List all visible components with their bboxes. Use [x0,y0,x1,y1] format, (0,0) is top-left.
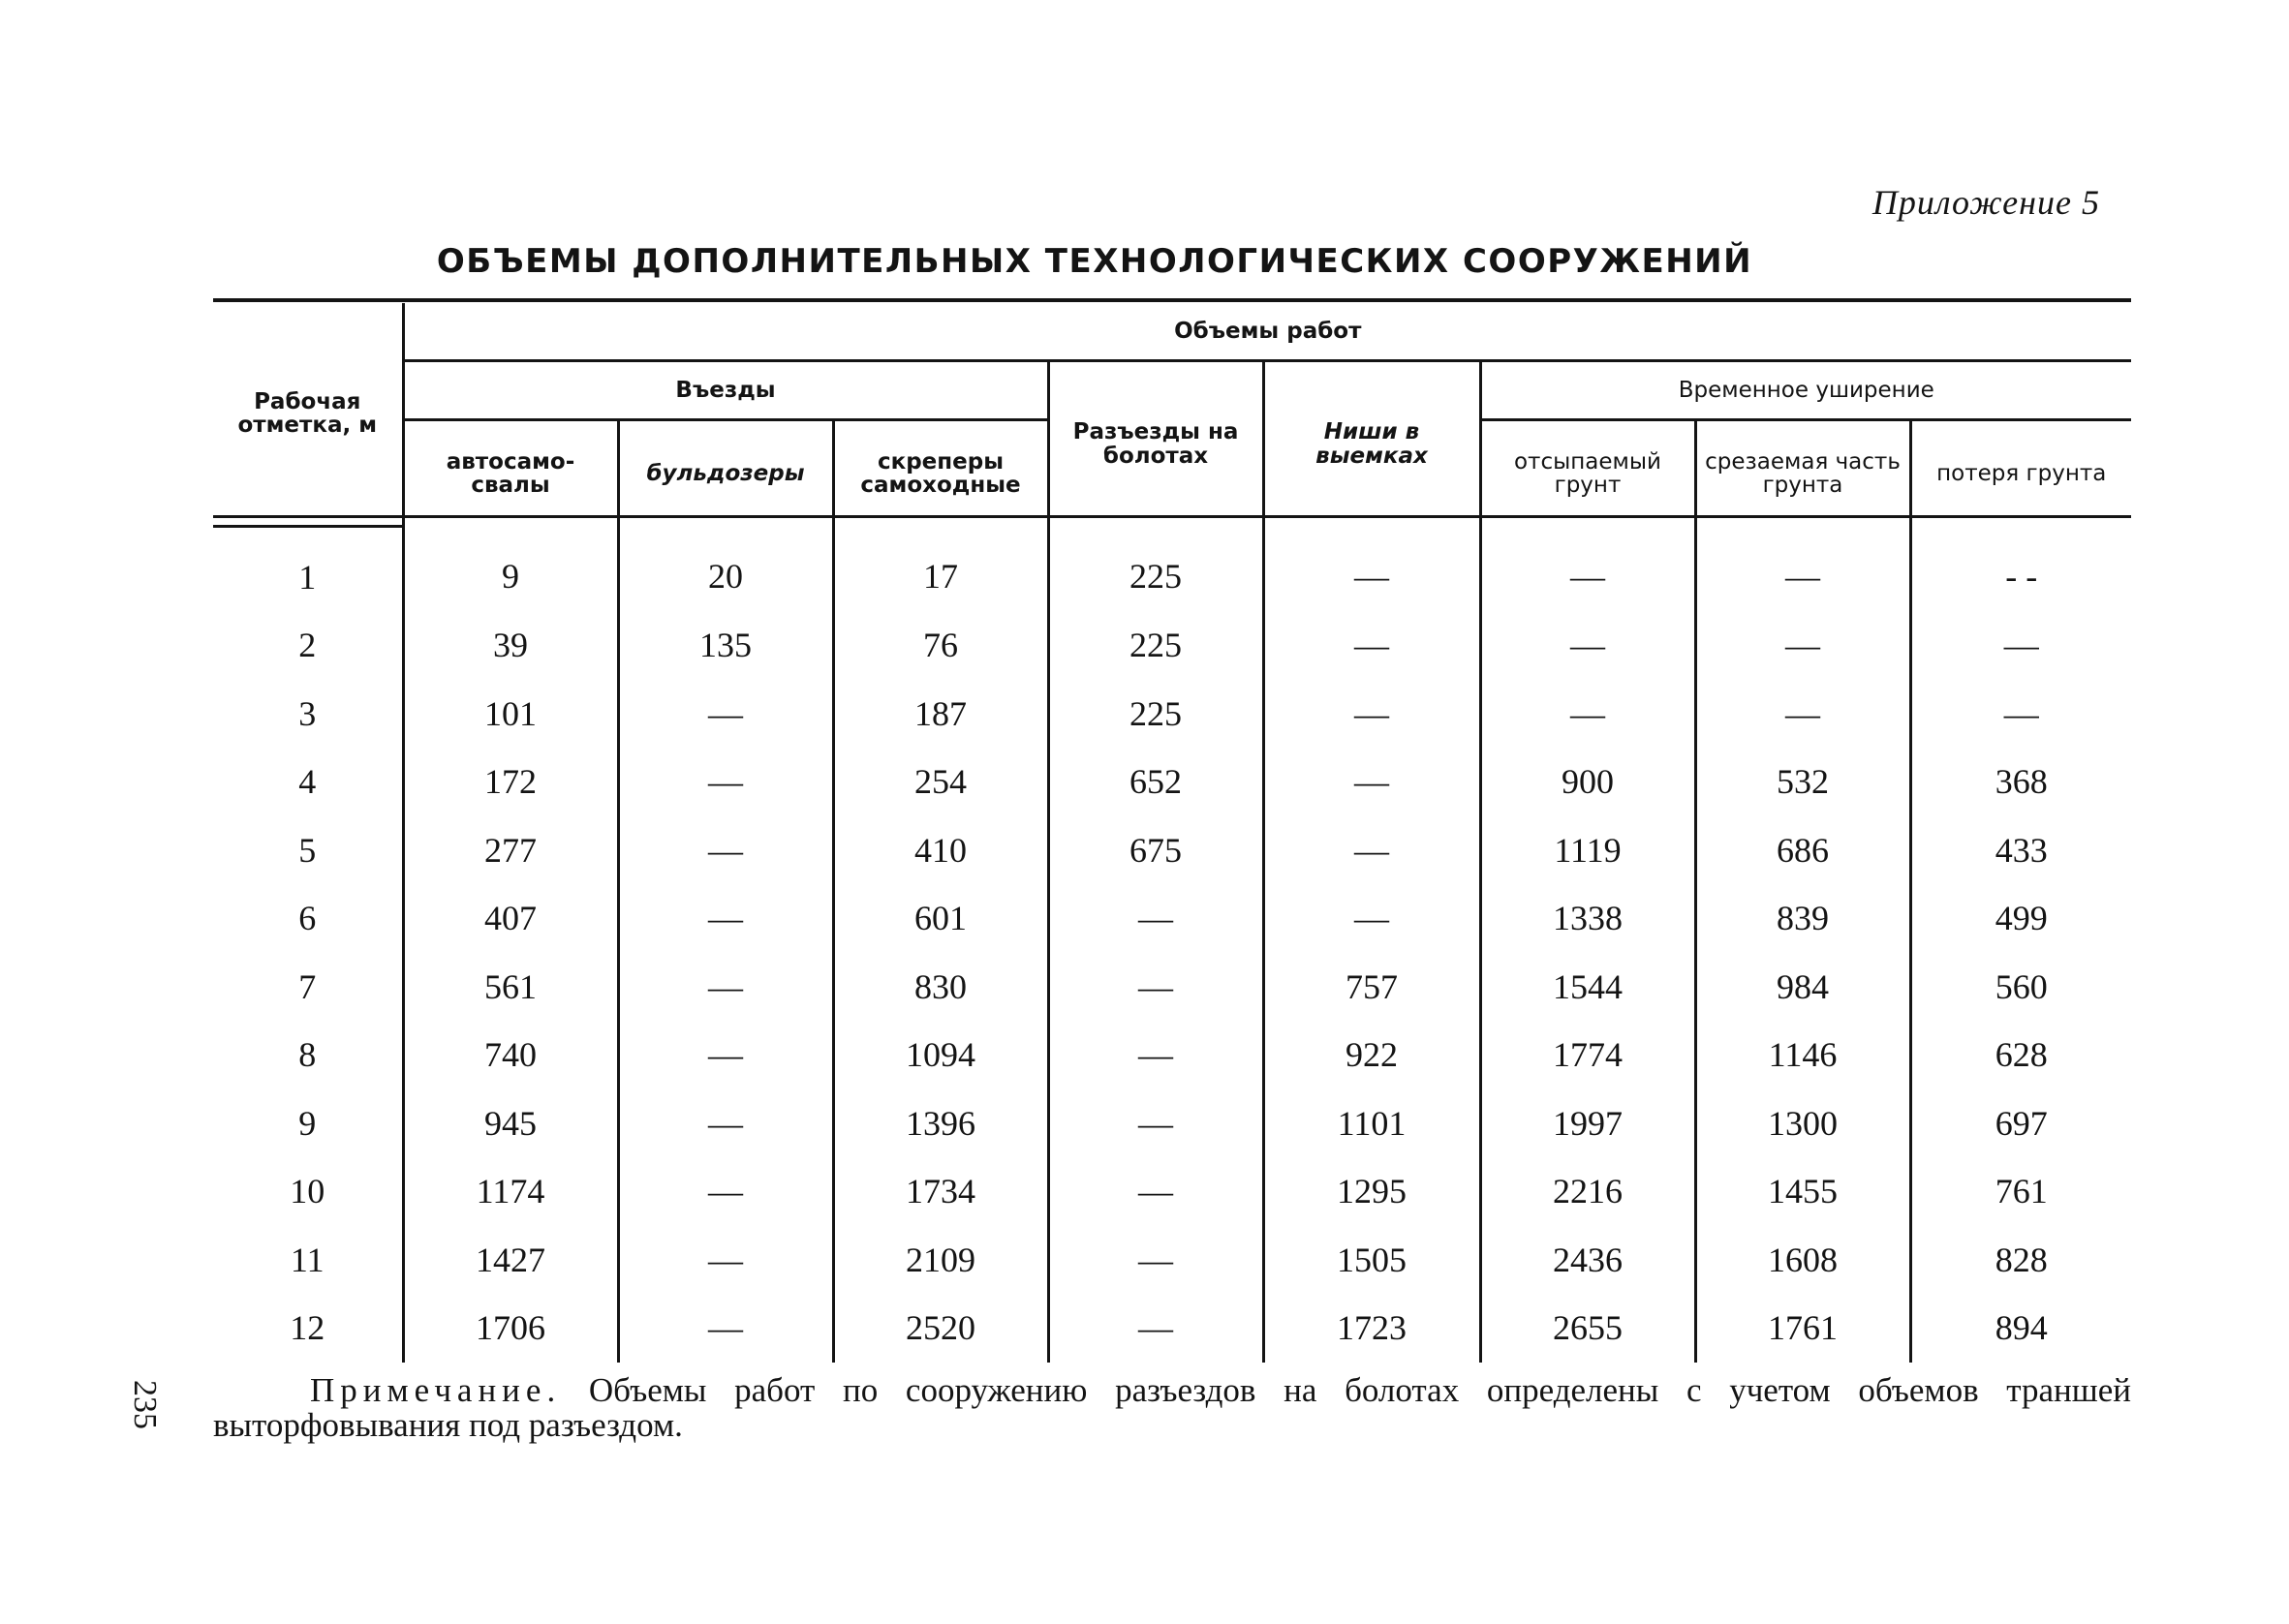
table-cell: 76 [833,611,1048,680]
table-cell: — [1048,1226,1263,1295]
table-cell: 1101 [1263,1089,1480,1158]
table-cell: 560 [1910,953,2131,1022]
table-row [213,816,2131,885]
table-cell: 757 [1263,953,1480,1022]
table-cell: — [1263,680,1480,749]
table-cell: 410 [833,816,1048,885]
table-cell: — [1048,1294,1263,1363]
header-bottom-rule [213,515,2131,518]
table-cell: 499 [1910,884,2131,953]
table-cell: 172 [403,748,618,816]
table-cell: 945 [403,1089,618,1158]
table-cell: 1455 [1695,1157,1910,1226]
table-cell: 601 [833,884,1048,953]
header-soil-loss: потеря грунта [1910,420,2131,527]
table-row [213,884,2131,953]
table-cell: 697 [1910,1089,2131,1158]
table-cell: — [618,1294,833,1363]
table-cell: — [1263,611,1480,680]
table-cell: 225 [1048,611,1263,680]
table-cell: 830 [833,953,1048,1022]
table-cell: 225 [1048,680,1263,749]
table-cell: 828 [1910,1226,2131,1295]
table-cell: — [1910,680,2131,749]
table-cell: 225 [1048,526,1263,611]
table-cell: — [618,680,833,749]
table-cell: 2655 [1480,1294,1695,1363]
table-cell: 2216 [1480,1157,1695,1226]
table-body [213,526,2131,1363]
table-cell: 1119 [1480,816,1695,885]
table-cell: — [1048,884,1263,953]
table-cell: — [1480,526,1695,611]
header-scrapers: скреперы самоходные [833,420,1048,527]
appendix-label: Приложение 5 [1871,183,2100,222]
table-row [213,1089,2131,1158]
table-row [213,1021,2131,1089]
header-niches: Ниши в выемках [1263,361,1480,527]
table-row [213,1226,2131,1295]
table-cell: 839 [1695,884,1910,953]
table-cell: 561 [403,953,618,1022]
table-cell: — [1695,680,1910,749]
table-row [213,1157,2131,1226]
table-cell: 1723 [1263,1294,1480,1363]
table-cell: — [1480,680,1695,749]
table-cell: 1427 [403,1226,618,1295]
row-elevation-cell: 2 [298,626,317,665]
table-cell: 686 [1695,816,1910,885]
table-cell: 1505 [1263,1226,1480,1295]
table-cell: 368 [1910,748,2131,816]
header-work-volumes: Объемы работ [403,303,2131,361]
table-cell: — [1263,748,1480,816]
table-cell: 1146 [1695,1021,1910,1089]
page-number: 235 [127,1380,163,1429]
table-cell: 652 [1048,748,1263,816]
table-cell: — [1263,816,1480,885]
table-cell: 101 [403,680,618,749]
table-cell: 1761 [1695,1294,1910,1363]
header-cut-soil: срезаемая часть грунта [1695,420,1910,527]
header-dump-trucks: автосамо-свалы [403,420,618,527]
table-cell: - - [1910,526,2131,611]
header-entries: Въезды [403,361,1048,420]
table-cell: — [1263,884,1480,953]
table-cell: — [618,1226,833,1295]
table-cell: 9 [403,526,618,611]
table-cell: 894 [1910,1294,2131,1363]
table-top-rule [213,298,2131,302]
table-cell: — [618,1089,833,1158]
header-work-elevation: Рабочая отметка, м [213,303,403,526]
table-row [213,611,2131,680]
table-cell: — [1480,611,1695,680]
table-cell: 1300 [1695,1089,1910,1158]
table-cell: 532 [1695,748,1910,816]
row-elevation-cell: 12 [290,1308,325,1348]
table-row [213,748,2131,816]
table-cell: 675 [1048,816,1263,885]
table-cell: 1544 [1480,953,1695,1022]
table-cell: — [1048,1157,1263,1226]
table-cell: 1608 [1695,1226,1910,1295]
table-cell: — [618,1021,833,1089]
table-cell: 254 [833,748,1048,816]
table-cell: 20 [618,526,833,611]
table-cell: 761 [1910,1157,2131,1226]
row-elevation-cell: 9 [298,1103,317,1143]
table-cell: 740 [403,1021,618,1089]
table-cell: 277 [403,816,618,885]
table-cell: 1706 [403,1294,618,1363]
row-elevation-cell: 5 [298,830,317,870]
table-cell: 1338 [1480,884,1695,953]
row-elevation-cell: 10 [290,1172,325,1211]
table-cell: — [1048,1021,1263,1089]
table-row [213,1294,2131,1363]
table-cell: 1774 [1480,1021,1695,1089]
table-cell: 900 [1480,748,1695,816]
table-cell: 984 [1695,953,1910,1022]
table-cell: 135 [618,611,833,680]
table-cell: — [618,748,833,816]
table-cell: — [618,1157,833,1226]
header-bulldozers: бульдозеры [618,420,833,527]
table-cell: 187 [833,680,1048,749]
table-cell: — [1695,526,1910,611]
header-fill-soil: отсыпаемый грунт [1480,420,1695,527]
table-cell: — [1048,953,1263,1022]
table-row [213,953,2131,1022]
row-elevation-cell: 11 [290,1240,325,1279]
table-row [213,526,2131,611]
footnote-text: Объемы работ по сооружению разъездов на болотах определены с учетом объемов траншей выторфовывания под разъездом. [213,1371,2131,1444]
table-cell: — [618,953,833,1022]
table-cell: 922 [1263,1021,1480,1089]
volumes-table [213,303,2131,1363]
table-cell: — [618,884,833,953]
header-temporary-widening: Временное уширение [1480,361,2131,420]
table-cell: 2109 [833,1226,1048,1295]
table-cell: 2436 [1480,1226,1695,1295]
table-cell: — [1048,1089,1263,1158]
row-elevation-cell: 4 [298,762,317,802]
table-cell: 2520 [833,1294,1048,1363]
row-elevation-cell: 6 [298,899,317,938]
table-cell: 407 [403,884,618,953]
table-cell: 1295 [1263,1157,1480,1226]
row-elevation-cell: 7 [298,966,317,1006]
table-row [213,680,2131,749]
footnote-label: Примечание. [310,1371,562,1409]
footnote [213,1373,2131,1443]
table-cell: 1734 [833,1157,1048,1226]
header-sidings: Разъезды на болотах [1048,361,1263,527]
table-cell: 628 [1910,1021,2131,1089]
table-cell: 1997 [1480,1089,1695,1158]
table-cell: 433 [1910,816,2131,885]
table-cell: — [1695,611,1910,680]
table-cell: 39 [403,611,618,680]
row-elevation-cell: 3 [298,693,317,733]
table-cell: 17 [833,526,1048,611]
table-cell: — [618,816,833,885]
table-cell: 1396 [833,1089,1048,1158]
row-elevation-cell: 1 [298,557,317,597]
table-cell: — [1910,611,2131,680]
page-title: ОБЪЕМЫ ДОПОЛНИТЕЛЬНЫХ ТЕХНОЛОГИЧЕСКИХ СООРУЖЕНИЙ [436,242,1753,281]
table-cell: 1174 [403,1157,618,1226]
row-elevation-cell: 8 [298,1035,317,1075]
table-cell: — [1263,526,1480,611]
table-cell: 1094 [833,1021,1048,1089]
